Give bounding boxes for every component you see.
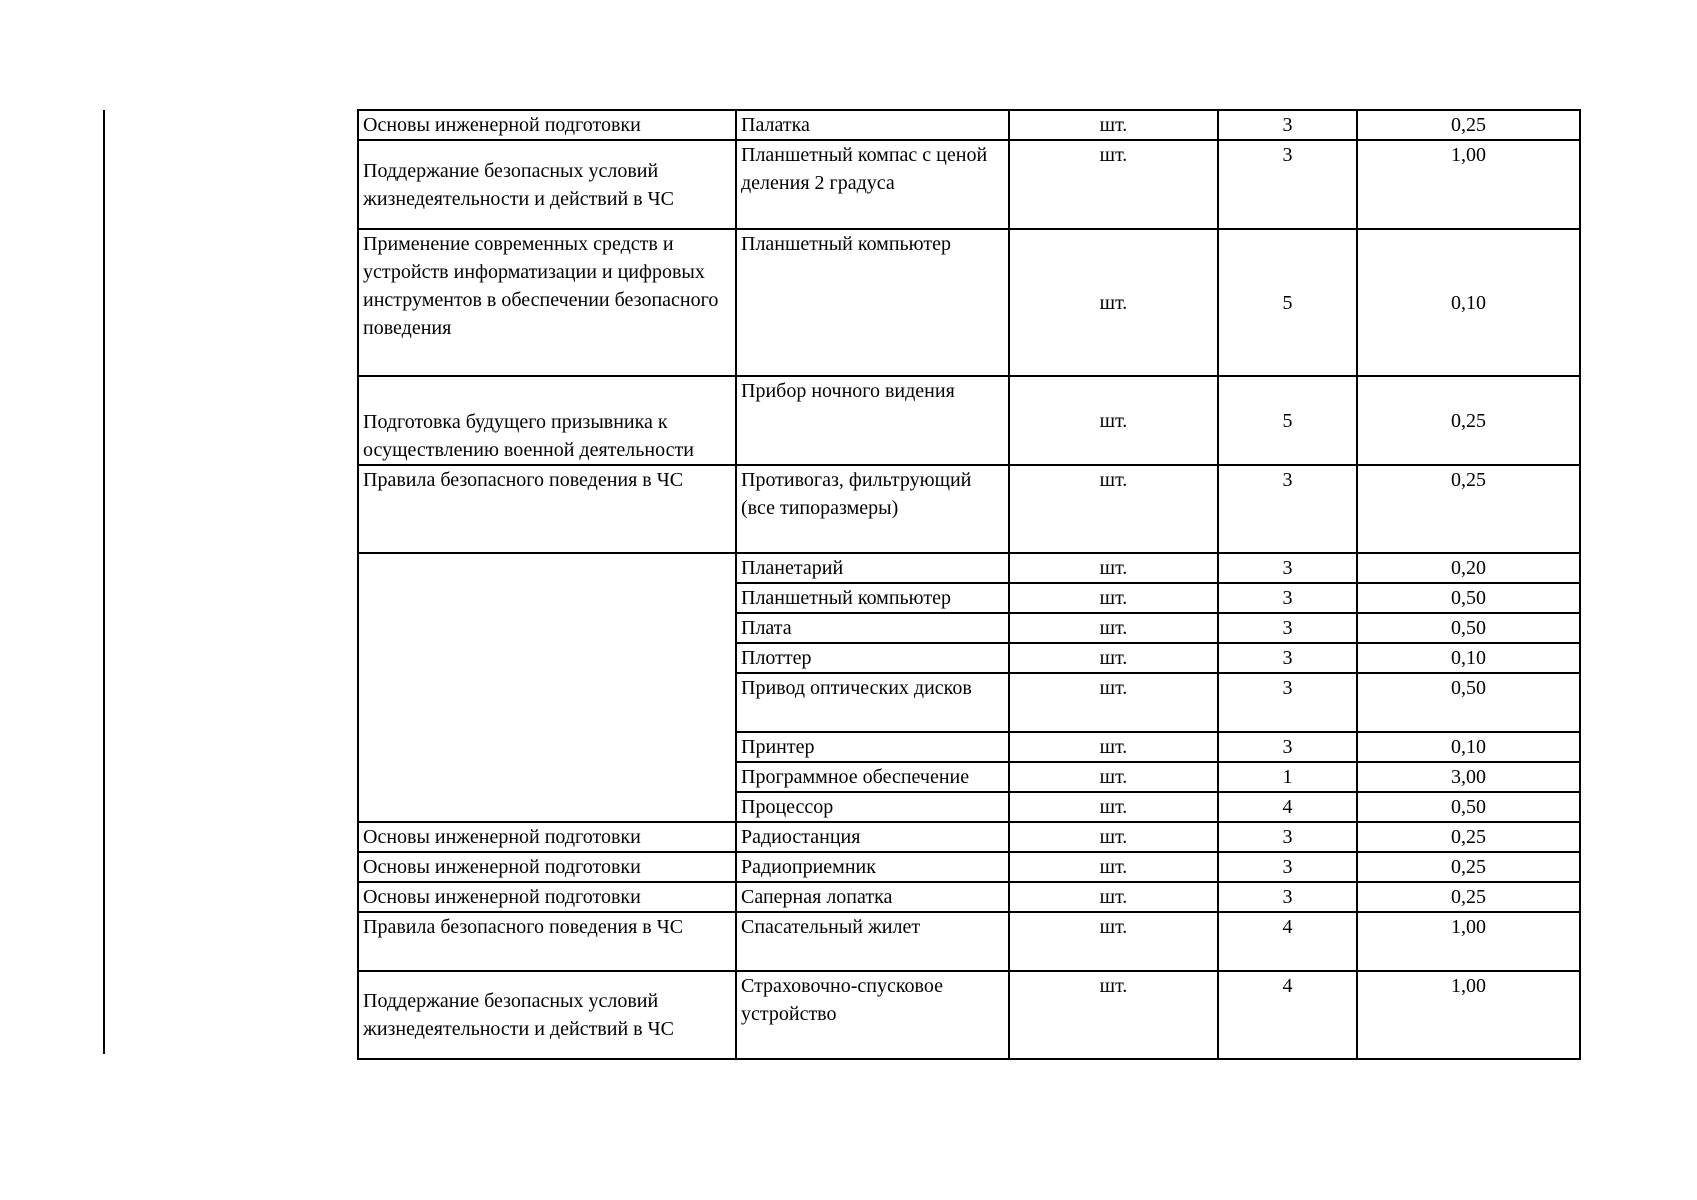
norm-cell: 0,50	[1357, 613, 1580, 643]
item-cell: Противогаз, фильтрующий (все типоразмеры)	[736, 465, 1009, 553]
norm-cell: 1,00	[1357, 140, 1580, 229]
norm-cell: 0,50	[1357, 673, 1580, 732]
unit-cell: шт.	[1009, 732, 1218, 762]
norm-cell: 0,10	[1357, 643, 1580, 673]
norm-cell: 0,10	[1357, 732, 1580, 762]
section-cell: Подготовка будущего призывника к осуществлению военной деятельности	[358, 376, 736, 465]
qty-cell: 3	[1218, 852, 1357, 882]
unit-cell: шт.	[1009, 613, 1218, 643]
qty-cell: 3	[1218, 882, 1357, 912]
table-row	[358, 852, 1580, 882]
section-cell: Правила безопасного поведения в ЧС	[358, 465, 736, 553]
item-cell: Планшетный компьютер	[736, 583, 1009, 613]
table-row	[358, 882, 1580, 912]
item-cell: Планшетный компьютер	[736, 229, 1009, 376]
item-cell: Планшетный компас с ценой деления 2 градуса	[736, 140, 1009, 229]
equipment-table	[357, 109, 1581, 1060]
table-row	[358, 912, 1580, 971]
norm-cell: 1,00	[1357, 912, 1580, 971]
table-row	[358, 229, 1580, 376]
item-cell: Программное обеспечение	[736, 762, 1009, 792]
qty-cell: 3	[1218, 553, 1357, 583]
unit-cell: шт.	[1009, 822, 1218, 852]
section-cell: Применение современных средств и устройств информатизации и цифровых инструментов в обеспечении безопасного поведения	[358, 229, 736, 376]
qty-cell: 3	[1218, 465, 1357, 553]
item-cell: Плоттер	[736, 643, 1009, 673]
unit-cell: шт.	[1009, 229, 1218, 376]
unit-cell: шт.	[1009, 971, 1218, 1059]
item-cell: Радиостанция	[736, 822, 1009, 852]
norm-cell: 0,25	[1357, 882, 1580, 912]
table-row	[358, 465, 1580, 553]
qty-cell: 3	[1218, 613, 1357, 643]
item-cell: Палатка	[736, 110, 1009, 140]
qty-cell: 3	[1218, 140, 1357, 229]
item-cell: Спасательный жилет	[736, 912, 1009, 971]
norm-cell: 1,00	[1357, 971, 1580, 1059]
item-cell: Прибор ночного видения	[736, 376, 1009, 465]
norm-cell: 0,50	[1357, 792, 1580, 822]
qty-cell: 3	[1218, 110, 1357, 140]
norm-cell: 0,10	[1357, 229, 1580, 376]
section-cell: Поддержание безопасных условий жизнедеятельности и действий в ЧС	[358, 971, 736, 1059]
section-cell-empty	[358, 553, 736, 822]
section-cell: Поддержание безопасных условий жизнедеятельности и действий в ЧС	[358, 140, 736, 229]
section-cell: Основы инженерной подготовки	[358, 110, 736, 140]
qty-cell: 4	[1218, 971, 1357, 1059]
item-cell: Привод оптических дисков	[736, 673, 1009, 732]
qty-cell: 5	[1218, 376, 1357, 465]
table-row	[358, 110, 1580, 140]
unit-cell: шт.	[1009, 912, 1218, 971]
section-cell: Основы инженерной подготовки	[358, 852, 736, 882]
unit-cell: шт.	[1009, 643, 1218, 673]
qty-cell: 5	[1218, 229, 1357, 376]
item-cell: Саперная лопатка	[736, 882, 1009, 912]
qty-cell: 3	[1218, 732, 1357, 762]
norm-cell: 0,25	[1357, 822, 1580, 852]
unit-cell: шт.	[1009, 882, 1218, 912]
qty-cell: 4	[1218, 912, 1357, 971]
qty-cell: 3	[1218, 822, 1357, 852]
item-cell: Принтер	[736, 732, 1009, 762]
norm-cell: 3,00	[1357, 762, 1580, 792]
item-cell: Процессор	[736, 792, 1009, 822]
item-cell: Радиоприемник	[736, 852, 1009, 882]
qty-cell: 3	[1218, 673, 1357, 732]
unit-cell: шт.	[1009, 852, 1218, 882]
norm-cell: 0,25	[1357, 852, 1580, 882]
item-cell: Плата	[736, 613, 1009, 643]
item-cell: Страховочно-спусковое устройство	[736, 971, 1009, 1059]
qty-cell: 4	[1218, 792, 1357, 822]
unit-cell: шт.	[1009, 140, 1218, 229]
unit-cell: шт.	[1009, 583, 1218, 613]
norm-cell: 0,20	[1357, 553, 1580, 583]
unit-cell: шт.	[1009, 465, 1218, 553]
table-row	[358, 822, 1580, 852]
norm-cell: 0,25	[1357, 376, 1580, 465]
table-row	[358, 140, 1580, 229]
unit-cell: шт.	[1009, 110, 1218, 140]
unit-cell: шт.	[1009, 673, 1218, 732]
qty-cell: 3	[1218, 583, 1357, 613]
table-row	[358, 376, 1580, 465]
page-margin-line	[103, 110, 105, 1054]
table-row	[358, 553, 1580, 583]
norm-cell: 0,50	[1357, 583, 1580, 613]
unit-cell: шт.	[1009, 792, 1218, 822]
unit-cell: шт.	[1009, 553, 1218, 583]
unit-cell: шт.	[1009, 762, 1218, 792]
norm-cell: 0,25	[1357, 110, 1580, 140]
unit-cell: шт.	[1009, 376, 1218, 465]
section-cell: Правила безопасного поведения в ЧС	[358, 912, 736, 971]
section-cell: Основы инженерной подготовки	[358, 882, 736, 912]
qty-cell: 1	[1218, 762, 1357, 792]
qty-cell: 3	[1218, 643, 1357, 673]
item-cell: Планетарий	[736, 553, 1009, 583]
table-row	[358, 971, 1580, 1059]
norm-cell: 0,25	[1357, 465, 1580, 553]
section-cell: Основы инженерной подготовки	[358, 822, 736, 852]
